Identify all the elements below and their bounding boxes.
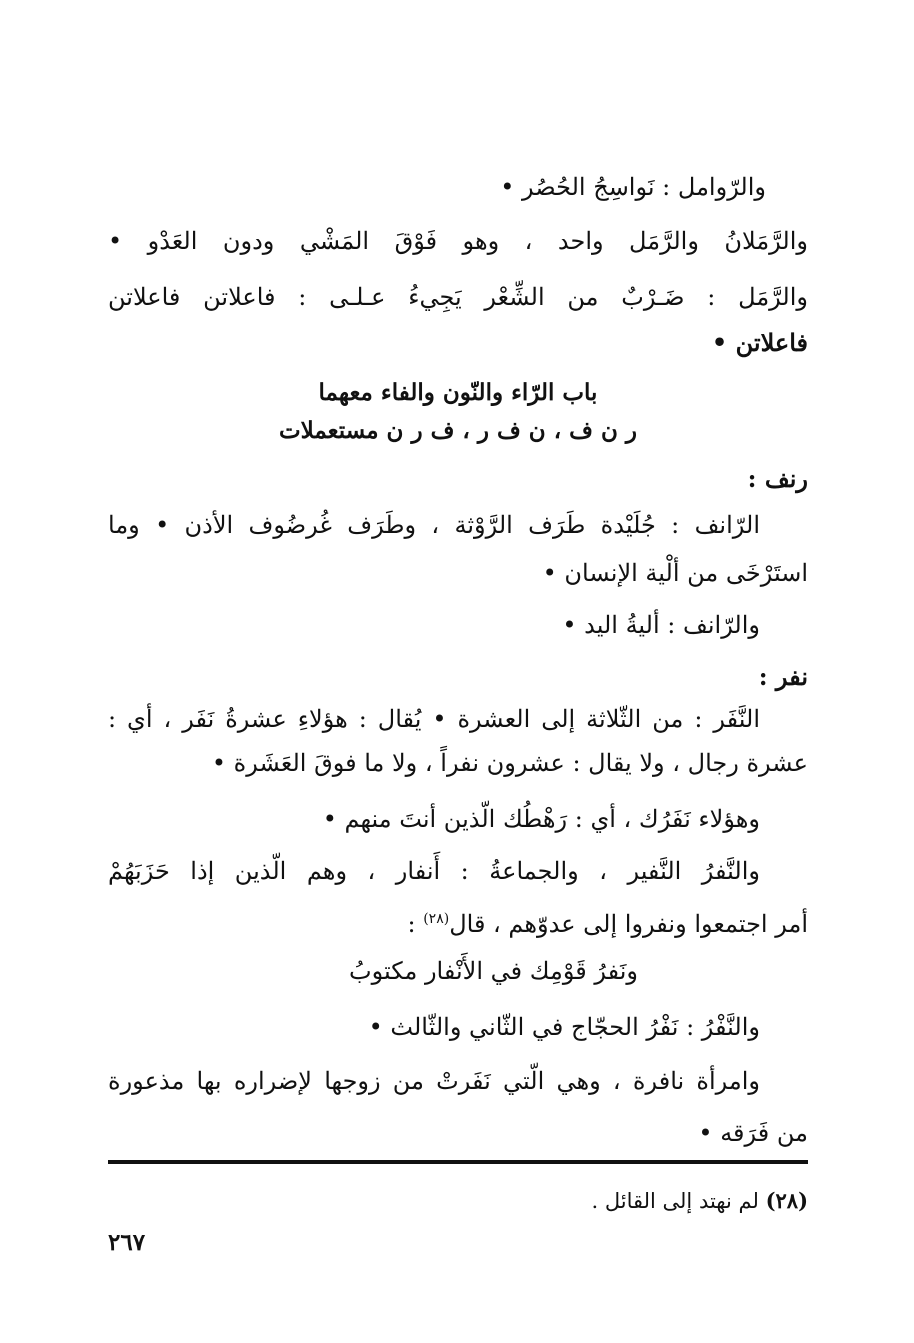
text-line: والرَّمَلانُ والرَّمَل واحد ، وهو فَوْقَ المَشْي ودون العَدْو • [108,227,808,255]
text-line: استَرْخَى من ألْية الإنسان • [542,559,808,587]
page-number: ٢٦٧ [108,1229,146,1256]
text-fragment: أمر اجتمعوا ونفروا إلى عدوّهم ، قال [449,910,808,938]
footnote-divider [108,1160,808,1164]
footnote-marker: (٢٨) [765,1188,808,1213]
entry-headword: نفر : [758,662,808,691]
entry-headword: رنف : [747,464,808,493]
text-line [407,902,808,941]
text-line: والرّانف : أليةُ اليد • [562,611,760,639]
text-line: وهؤلاء نَفَرُك ، أي : رَهْطُك الّذين أنتَ منهم • [322,805,760,833]
text-line: وامرأة نافرة ، وهي الّتي نَفَرتْ من زوجها لإضراره بها مذعورة [108,1067,761,1095]
verse-line: ونَفرُ قَوْمِك في الأَنْفار مكتوبُ [348,957,638,985]
text-line: والنَّفرُ النَّفير ، والجماعةُ : أَنفار ، وهم الّذين إذا حَزَبَهُمْ [108,857,760,885]
text-line: الرّانف : جُلَيْدة طَرَف الرَّوْثة ، وطَرَف غُرضُوف الأذن • وما [108,511,761,539]
text-fragment: : [407,910,424,938]
chapter-title: باب الرّاء والنّون والفاء معهما [318,379,598,406]
footnote [592,1184,809,1218]
text-line: عشرة رجال ، ولا يقال : عشرون نفراً ، ولا ما فوقَ العَشَرة • [211,749,808,777]
text-line: والرَّمَل : ضَـرْبٌ من الشِّعْر يَجِيءُ عـلـى : فاعلاتن فاعلاتن [108,283,808,311]
text-line: والنَّفْرُ : نَفْرُ الحجّاج في الثّاني والثّالث • [368,1013,760,1041]
footnote-reference: (٢٨) [423,911,450,927]
footnote-text: لم نهتد إلى القائل . [591,1189,759,1213]
text-line: النَّفَر : من الثّلاثة إلى العشرة • يُقال : هؤلاءِ عشرةُ نَفَر ، أي : [108,705,760,733]
text-line: والرّوامل : نَواسِجُ الحُصُر • [500,173,766,201]
text-line: من فَرَقه • [698,1119,808,1147]
chapter-subtitle: ر ن ف ، ن ف ر ، ف ر ن مستعملات [279,417,637,444]
text-line: فاعلاتن • [711,328,808,357]
